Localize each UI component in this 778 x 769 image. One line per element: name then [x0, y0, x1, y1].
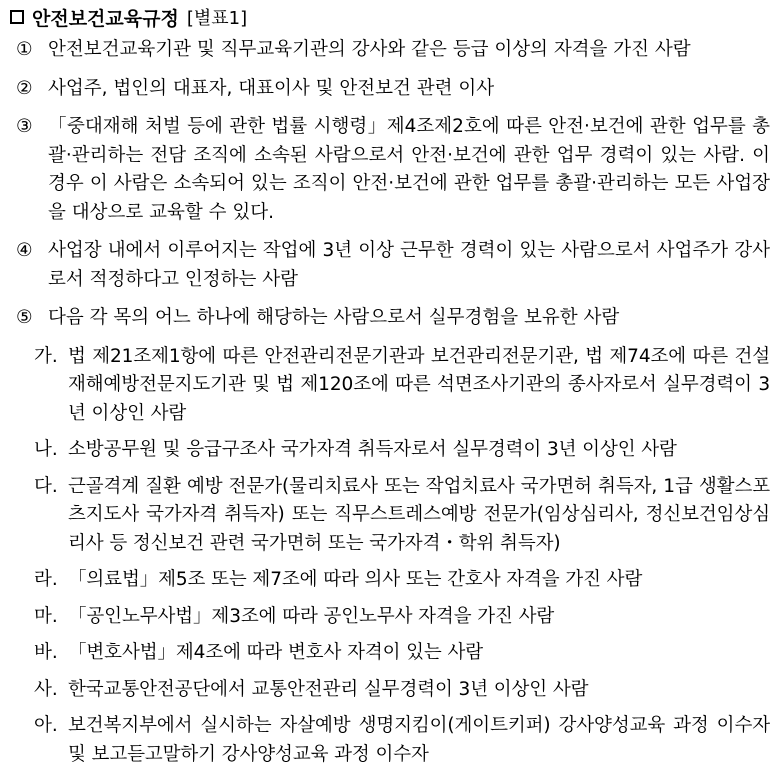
list-item — [8, 113, 770, 227]
sub-item-text: 보건복지부에서 실시하는 자살예방 생명지킴이(게이트키퍼) 강사양성교육 과정 이수자 및 보고듣고말하기 강사양성교육 과정 이수자 — [68, 715, 770, 765]
item-number: ② — [16, 77, 33, 99]
item-text: 「중대재해 처벌 등에 관한 법률 시행령」제4조제2호에 따른 안전·보건에 관한 업무를 총괄·관리하는 전담 조직에 소속된 사람으로서 안전·보건에 관한 업무 경력이 있는 사람. 이 경우 이 사람은 소속되어 있는 조직이 안전·보건에 관한 업무를 총괄·관리하는 모든 사업장을 대상으로 교육할 수 있다. — [48, 116, 770, 223]
sub-item-text: 「공인노무사법」제3조에 따라 공인노무사 자격을 가진 사람 — [68, 605, 555, 627]
item-number: ① — [16, 39, 33, 60]
sub-item-text: 법 제21조제1항에 따른 안전관리전문기관과 보건관리전문기관, 법 제74조에 따른 건설재해예방전문지도기관 및 법 제120조에 따른 석면조사기관의 종사자로서 실무경력이 3년 이상인 사람 — [68, 345, 770, 424]
list-item — [8, 36, 770, 65]
item-number: ⑤ — [16, 307, 33, 328]
page-title: 안전보건교육규정 — [32, 7, 179, 30]
sub-item-text: 한국교통안전공단에서 교통안전관리 실무경력이 3년 이상인 사람 — [68, 678, 589, 700]
list-item — [8, 304, 770, 333]
sub-list-item — [34, 676, 770, 705]
sub-list-item — [34, 566, 770, 595]
sub-item-text: 근골격계 질환 예방 전문가(물리치료사 또는 작업치료사 국가면허 취득자, 1급 생활스포츠지도사 국가자격 취득자) 또는 직무스트레스예방 전문가(임상심리사, 정신보건임상심리사 등 정신보건 관련 국가면허 또는 국가자격・학위 취득자) — [68, 475, 770, 554]
sub-list-item — [34, 603, 770, 632]
sub-item-marker: 라. — [34, 569, 58, 590]
title-row — [8, 2, 770, 32]
list-item — [8, 237, 770, 294]
item-text: 사업장 내에서 이루어지는 작업에 3년 이상 근무한 경력이 있는 사람으로서 사업주가 강사로서 적정하다고 인정하는 사람 — [48, 240, 770, 290]
item-number: ③ — [16, 116, 33, 137]
sub-item-marker: 아. — [34, 715, 58, 736]
sub-list-item — [34, 639, 770, 668]
sub-list-item — [34, 343, 770, 429]
sub-item-marker: 사. — [34, 678, 58, 700]
sub-item-marker: 가. — [34, 345, 58, 367]
sub-item-text: 「변호사법」제4조에 따라 변호사 자격이 있는 사람 — [68, 642, 484, 663]
sub-item-marker: 마. — [34, 605, 58, 627]
sub-item-marker: 바. — [34, 642, 58, 663]
sub-list-item — [34, 712, 770, 769]
item-number: ④ — [16, 240, 33, 261]
sub-item-marker: 나. — [34, 439, 58, 460]
sub-item-text: 소방공무원 및 응급구조사 국가자격 취득자로서 실무경력이 3년 이상인 사람 — [68, 439, 677, 460]
sub-item-marker: 다. — [34, 475, 58, 497]
square-bullet-icon — [10, 10, 24, 24]
item-text: 사업주, 법인의 대표자, 대표이사 및 안전보건 관련 이사 — [48, 77, 495, 99]
sub-item-text: 「의료법」제5조 또는 제7조에 따라 의사 또는 간호사 자격을 가진 사람 — [68, 569, 643, 590]
list-item — [8, 75, 770, 104]
sub-list-item — [34, 473, 770, 559]
item-text: 다음 각 목의 어느 하나에 해당하는 사람으로서 실무경험을 보유한 사람 — [48, 307, 620, 328]
item-text: 안전보건교육기관 및 직무교육기관의 강사와 같은 등급 이상의 자격을 가진 사람 — [48, 39, 691, 60]
table-reference: [별표1] — [186, 8, 248, 29]
sub-list-item — [34, 436, 770, 465]
